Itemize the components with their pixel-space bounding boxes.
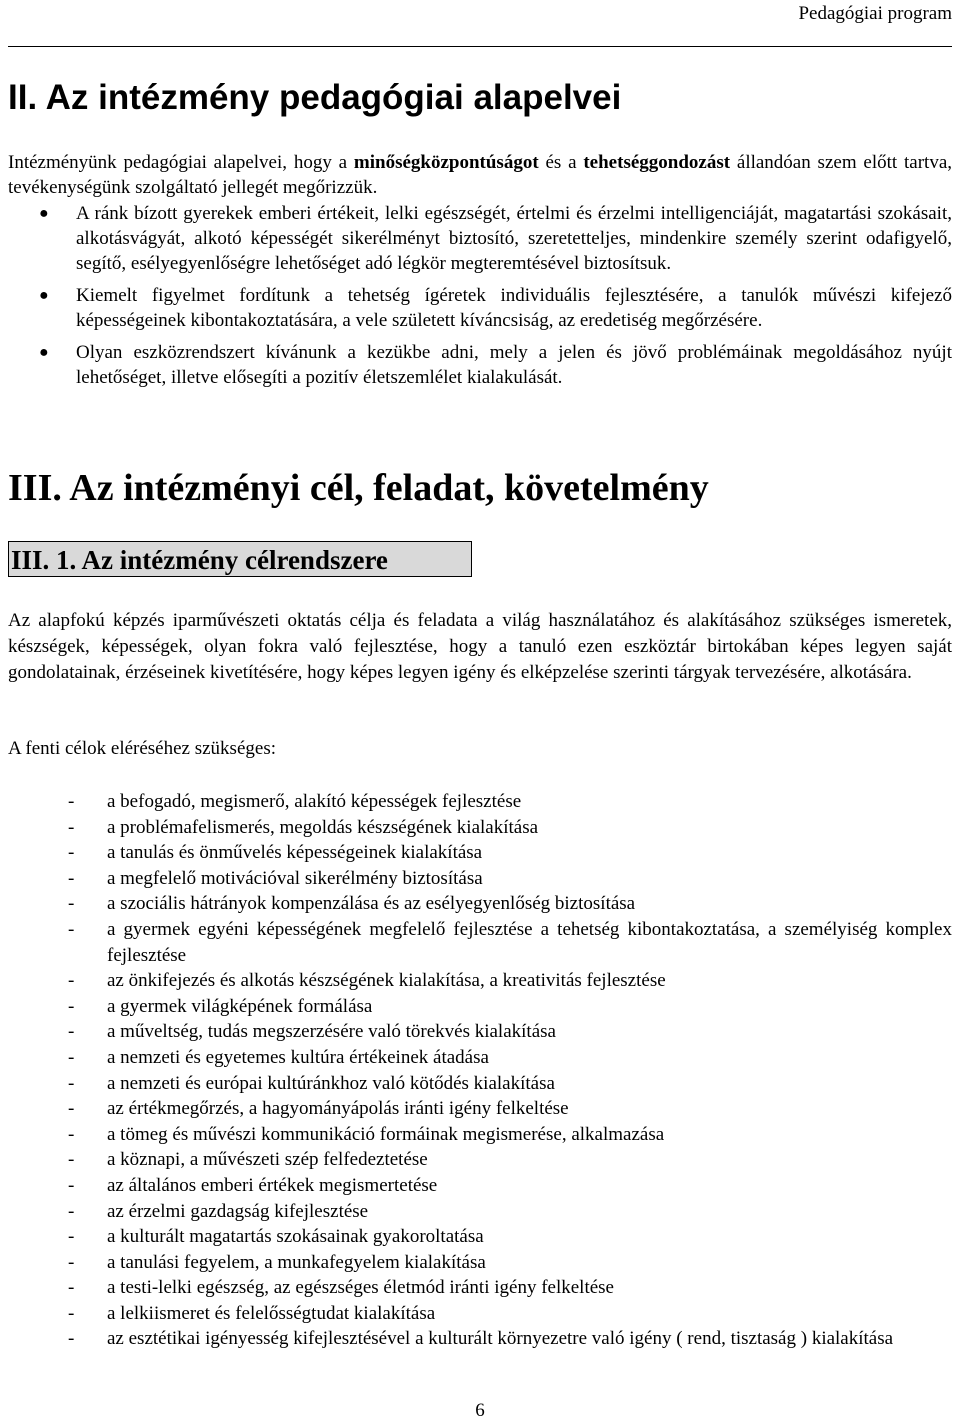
dash-marker: - [68,842,75,864]
principle-text: A ránk bízott gyerekek emberi értékeit, lelki egészségét, értelmi és érzelmi intelligenciáját, magatartási szokásait, alkotásvágyát, alkotó képességét sikerélményt biztosító, szeretetteljes, mindenkire személy szerint odafigyelő, segítő, esélyegyenlőségre lehetőséget adó légkör megteremtésével biztosítsuk. [76,203,952,274]
goal-paragraph: Az alapfokú képzés iparművészeti oktatás célja és feladata a világ használatához és alakításához szükséges ismeretek, készségek, képességek, olyan fokra való fejlesztése, hogy a tanuló ezen eszköztár birtokában képes legyen saját gondolatainak, érzéseinek kivetítésére, hogy képes legyen igény és elképzelése szerinti tárgyak tervezésére, alkotására. [8,610,952,683]
dash-marker: - [68,816,75,838]
dash-marker: - [68,918,75,940]
dash-marker: - [68,867,75,889]
bullet-icon: ● [39,205,49,222]
dash-marker: - [68,1149,75,1171]
goal-text: az önkifejezés és alkotás készségének kialakítása, a kreativitás fejlesztése [107,970,666,992]
goal-item [8,1250,952,1276]
goal-item [8,994,952,1020]
goal-item [8,1147,952,1173]
goal-text: az értékmegőrzés, a hagyományápolás iránti igény felkeltése [107,1098,569,1120]
goal-item [8,1096,952,1122]
goal-text: a műveltség, tudás megszerzésére való törekvés kialakítása [107,1021,556,1043]
goal-text: az esztétikai igényesség kifejlesztésével a kulturált környezetre való igény ( rend, tisztaság ) kialakítása [107,1328,894,1350]
intro-text-middle: és a [538,152,584,173]
principles-list [8,201,952,397]
goal-text: a szociális hátrányok kompenzálása és az esélyegyenlőség biztosítása [107,893,636,915]
goal-text: a tanulás és önművelés képességeinek kialakítása [107,842,483,864]
goal-text: a nemzeti és egyetemes kultúra értékeinek átadása [107,1046,489,1068]
dash-marker: - [68,1072,75,1094]
dash-marker: - [68,970,75,992]
goal-text: a köznapi, a művészeti szép felfedeztetése [107,1149,428,1171]
intro-bold-quality: minőségközpontúságot [353,152,539,173]
goal-item [8,1071,952,1097]
goal-text: a problémafelismerés, megoldás készségének kialakítása [107,816,539,838]
dash-marker: - [68,1226,75,1248]
section-iii-title: III. Az intézményi cél, feladat, követelmény [8,467,709,509]
dash-marker: - [68,791,75,812]
page-number: 6 [475,1400,485,1421]
goal-text: a nemzeti és európai kultúránkhoz való kötődés kialakítása [107,1072,555,1094]
dash-marker: - [68,893,75,915]
intro-paragraph [8,150,952,200]
goal-item [8,891,952,917]
goal-item [8,1019,952,1045]
goal-item [8,917,952,968]
intro-text-after: állandóan szem előtt tartva, tevékenységünk szolgáltató jellegét megőrizzük. [8,152,952,198]
dash-marker: - [68,1098,75,1120]
goal-text: a megfelelő motivációval sikerélmény biztosítása [107,867,483,889]
goal-item [8,1173,952,1199]
goal-text: az általános emberi értékek megismertetése [107,1174,438,1196]
goals-lead: A fenti célok eléréséhez szükséges: [8,738,276,759]
dash-marker: - [68,995,75,1017]
principle-item [8,340,952,390]
goal-text: a lelkiismeret és felelősségtudat kialakítása [107,1302,436,1324]
goal-text: a kulturált magatartás szokásainak gyakoroltatása [107,1226,484,1248]
goal-item [8,789,952,815]
goal-item [8,1224,952,1250]
goals-list [8,789,952,1352]
goal-item [8,1045,952,1071]
goal-item [8,1326,952,1352]
dash-marker: - [68,1046,75,1068]
dash-marker: - [68,1123,75,1145]
goal-item [8,968,952,994]
section-iii-1-subtitle: III. 1. Az intézmény célrendszere [8,541,472,577]
goal-text: az érzelmi gazdagság kifejlesztése [107,1200,369,1222]
goal-item [8,866,952,892]
bullet-icon: ● [39,287,49,304]
dash-marker: - [68,1251,75,1273]
goal-item [8,1199,952,1225]
intro-text-before: Intézményünk pedagógiai alapelvei, hogy a [8,152,354,173]
dash-marker: - [68,1200,75,1222]
principle-text: Olyan eszközrendszert kívánunk a kezükbe adni, mely a jelen és jövő problémáinak megoldásához nyújt lehetőséget, illetve elősegíti a pozitív életszemlélet kialakulását. [76,342,952,388]
goal-text: a tanulási fegyelem, a munkafegyelem kialakítása [107,1251,486,1273]
dash-marker: - [68,1328,75,1350]
goal-item [8,815,952,841]
dash-marker: - [68,1021,75,1043]
goal-text: a gyermek világképének formálása [107,995,373,1017]
section-ii-title: II. Az intézmény pedagógiai alapelvei [8,78,622,117]
intro-bold-talent: tehetséggondozást [583,152,731,173]
goal-text: a testi-lelki egészség, az egészséges életmód iránti igény felkeltése [107,1277,614,1299]
goal-text: a befogadó, megismerő, alakító képességek fejlesztése [107,791,522,812]
running-header: Pedagógiai program [798,3,952,24]
goal-item [8,1122,952,1148]
goal-item [8,1275,952,1301]
dash-marker: - [68,1302,75,1324]
goal-text: a tömeg és művészi kommunikáció formáinak megismerése, alkalmazása [107,1123,665,1145]
principle-item [8,283,952,333]
dash-marker: - [68,1277,75,1299]
principle-text: Kiemelt figyelmet fordítunk a tehetség ígéretek individuális fejlesztésére, a tanulók művészi kifejező képességeinek kibontakoztatására, a vele született kíváncsiság, az eredetiség megőrzésére. [76,285,952,331]
goal-text: a gyermek egyéni képességének megfelelő fejlesztése a tehetség kibontakoztatása, a személyiség komplex fejlesztése [107,918,952,966]
principle-item [8,201,952,276]
header-rule [8,46,952,47]
goal-item [8,840,952,866]
bullet-icon: ● [39,344,49,361]
goal-item [8,1301,952,1327]
dash-marker: - [68,1174,75,1196]
